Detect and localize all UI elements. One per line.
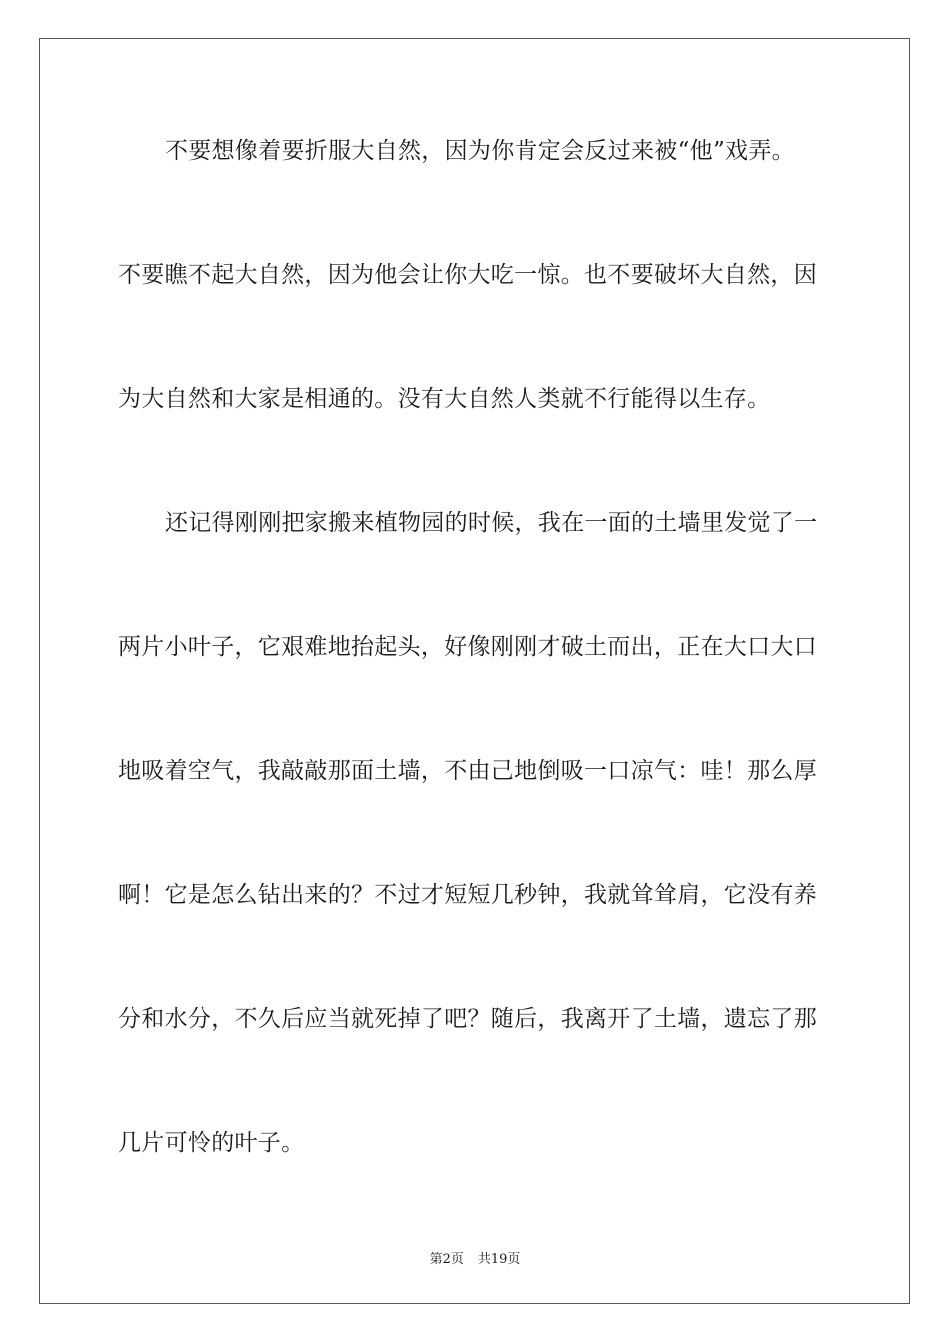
page-footer [0,1248,950,1267]
paragraph-line: 分和水分，不久后应当就死掉了吧？随后，我离开了土墙，遗忘了那 [118,1006,817,1032]
page-number: 第2页 [429,1252,464,1267]
page-border [39,38,910,1304]
paragraph-line: 为大自然和大家是相通的。没有大自然人类就不行能得以生存。 [118,386,771,412]
paragraph-line: 不要想像着要折服大自然，因为你肯定会反过来被“他”戏弄。 [165,138,795,164]
paragraph-line: 两片小叶子，它艰难地抬起头，好像刚刚才破土而出，正在大口大口 [118,634,817,660]
paragraph-line: 啊！它是怎么钻出来的？不过才短短几秒钟，我就耸耸肩，它没有养 [118,882,817,908]
paragraph-line: 地吸着空气，我敲敲那面土墙，不由己地倒吸一口凉气：哇！那么厚 [118,758,817,784]
paragraph-line: 几片可怜的叶子。 [118,1130,305,1156]
paragraph-line: 不要瞧不起大自然，因为他会让你大吃一惊。也不要破坏大自然，因 [118,262,817,288]
paragraph-line: 还记得刚刚把家搬来植物园的时候，我在一面的土墙里发觉了一 [165,510,818,536]
page-total: 共19页 [477,1252,521,1267]
